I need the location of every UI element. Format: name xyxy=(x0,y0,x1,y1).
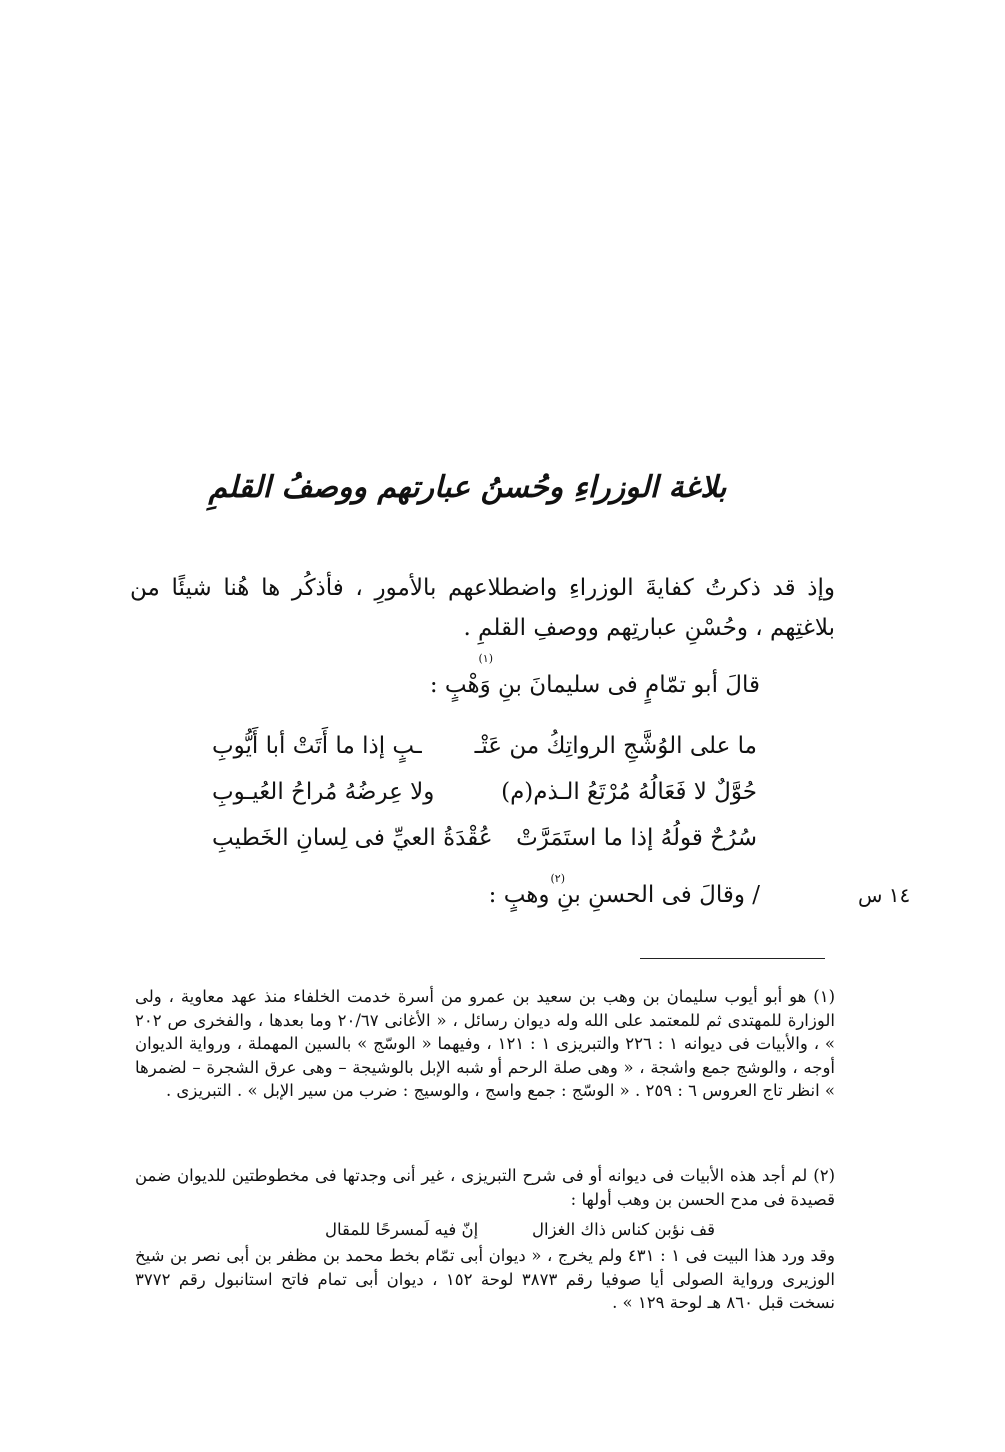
verse-line-1 xyxy=(212,733,757,773)
footnote-2: (٢) لم أجد هذه الأبيات فى ديوانه أو فى شرح التبريزى ، غير أنى وجدتها فى مخطوطتين للديوان ضمن قصيدة فى مدح الحسن بن وهب أولها : xyxy=(135,1166,835,1209)
footnote-2-continued: وقد ورد هذا البيت فى ١ : ٤٣١ ولم يخرج ، « ديوان أبى تمّام بخط محمد بن مظفر بن أبى نصر بن شيخ الوزيرى ورواية الصولى أيا صوفيا رقم ٣٨٧٣ لوحة ١٥٢ ، ديوان أبى تمام فاتح استانبول رقم ٣٧٧٢ نسخت قبل ٨٦٠ هـ لوحة ١٢٩ » . xyxy=(135,1246,835,1312)
intro-2-text: / وقالَ فى الحسنِ بنِ وهبٍ : xyxy=(488,882,760,908)
footnote-1: (١) هو أبو أيوب سليمان بن وهب بن سعيد بن عمرو من أسرة خدمت الخلفاء منذ عهد معاوية ، ولى الوزارة للمهتدى ثم للمعتمد على الله وله ديوان رسائل ، « الأغانى ٢٠/٦٧ وما بعدها ، والفخرى ص ٢٠٢ » ، والأبيات فى ديوانه ١ : ٢٢٦ والتبريزى ١ : ١٢١ ، وفيهما « الوسّج » بالسين المهملة ، ورواية الديوان أوجه ، والوشج جمع واشجة ، « وهى صلة الرحم أو شبه الإبل بالوشيجة – وهى عرق الشجرة – لضمرها » انظر تاج العروس ٦ : ٢٥٩ . « الوسّج : جمع واسج ، والوسيج : ضرب من سير الإبل » . التبريزى . xyxy=(135,987,835,1100)
margin-page-reference: ١٤ س xyxy=(858,883,911,907)
verse-intro-1 xyxy=(430,672,760,698)
verse-3-second-hemistich: عُقْدَةُ العيِّ فى لِسانِ الخَطيبِ xyxy=(212,825,493,851)
verse-2-second-hemistich: ولا عِرضُهُ مُراحُ العُيـوبِ xyxy=(212,779,435,805)
footnote-verse-first: قف نؤبن كناس ذاك الغزال xyxy=(532,1220,715,1239)
footnote-marker-1: (١) xyxy=(478,652,493,665)
verse-3-first-hemistich: سُرُحٌ قولُهُ إذا ما استَمَرَّتْ xyxy=(516,825,757,851)
chapter-title: بلاغة الوزراءِ وحُسنُ عبارتهم ووصفُ القلمِ xyxy=(208,470,727,505)
body-paragraph: وإذ قد ذكرتُ كفايةَ الوزراءِ واضطلاعهم بالأمورِ ، فأذكُر ها هُنا شيئًا من بلاغتِهم ، وحُسْنِ عبارتِهم ووصفِ القلمِ . xyxy=(130,575,835,641)
verse-1-first-hemistich: ما على الوُشَّجِ الرواتِكُ من عَتْـ xyxy=(474,733,757,759)
footnote-marker-2: (٢) xyxy=(550,872,565,885)
verse-intro-2 xyxy=(489,882,760,908)
footnote-verse-second: إنّ فيه لَمسرحًا للمقال xyxy=(325,1220,479,1239)
verse-line-3 xyxy=(212,825,757,865)
verse-1-second-hemistich: ـبٍ إذا ما أَتَتْ أبا أَيُّوبِ xyxy=(212,733,422,759)
verse-line-2 xyxy=(212,779,757,819)
intro-1-text: قالَ أبو تمّامٍ فى سليمانَ بنِ وَهْبٍ : xyxy=(429,672,760,698)
verse-2-first-hemistich: حُوَّلٌ لا فَعَالُهُ مُرْتَعُ الـذم(م) xyxy=(501,779,757,805)
footnote-separator xyxy=(640,958,825,959)
